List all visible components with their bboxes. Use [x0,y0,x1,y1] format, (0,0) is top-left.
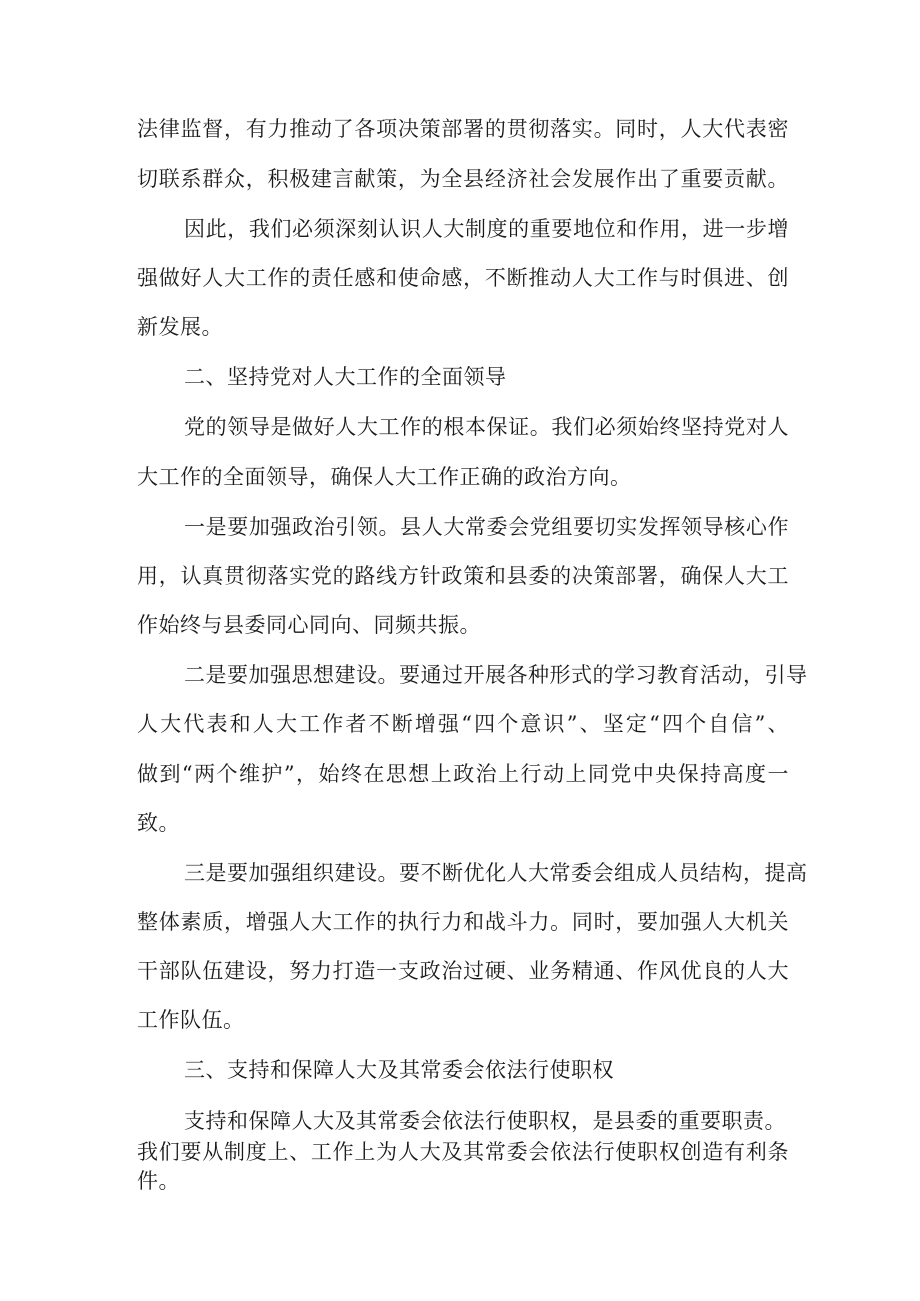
body-line: 用，认真贯彻落实党的路线方针政策和县委的决策部署，确保人大工 [137,564,789,588]
body-line: 致。 [137,811,180,835]
body-line: 干部队伍建设，努力打造一支政治过硬、业务精通、作风优良的人大 [137,959,789,983]
body-line: 因此，我们必须深刻认识人大制度的重要地位和作用，进一步增 [184,217,789,241]
section-heading: 三、支持和保障人大及其常委会依法行使职权 [184,1058,614,1082]
body-line: 强做好人大工作的责任感和使命感，不断推动人大工作与时俱进、创 [137,266,789,290]
body-line: 件。 [137,1169,180,1193]
body-line: 人大代表和人大工作者不断增强“四个意识”、坚定“四个自信”、 [137,712,789,736]
body-line: 法律监督，有力推动了各项决策部署的贯彻落实。同时，人大代表密 [137,117,789,141]
body-line: 二是要加强思想建设。要通过开展各种形式的学习教育活动，引导 [184,663,808,687]
body-line: 做到“两个维护”，始终在思想上政治上行动上同党中央保持高度一 [137,762,789,786]
section-heading: 二、坚持党对人大工作的全面领导 [184,365,507,389]
body-line: 党的领导是做好人大工作的根本保证。我们必须始终坚持党对人 [184,415,789,439]
body-line: 作始终与县委同心同向、同频共振。 [137,613,481,637]
body-line: 工作队伍。 [137,1008,245,1032]
body-line: 我们要从制度上、工作上为人大及其常委会依法行使职权创造有利条 [137,1140,789,1164]
body-line: 新发展。 [137,315,223,339]
body-line: 整体素质，增强人大工作的执行力和战斗力。同时，要加强人大机关 [137,910,789,934]
body-line: 切联系群众，积极建言献策，为全县经济社会发展作出了重要贡献。 [137,167,789,191]
body-line: 支持和保障人大及其常委会依法行使职权，是县委的重要职责。 [184,1109,786,1133]
body-line: 一是要加强政治引领。县人大常委会党组要切实发挥领导核心作 [184,515,789,539]
body-line: 大工作的全面领导，确保人大工作正确的政治方向。 [137,465,632,489]
body-line: 三是要加强组织建设。要不断优化人大常委会组成人员结构，提高 [184,861,808,885]
